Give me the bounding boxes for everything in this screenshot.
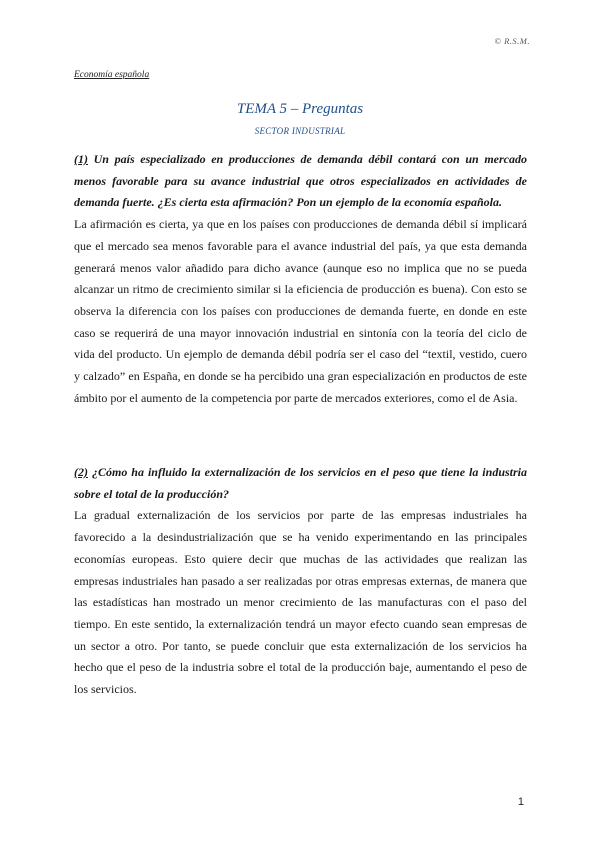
answer-text-1: La afirmación es cierta, ya que en los países con producciones de demanda débil sí implicará que el mercado sea menos favorable para el avance industrial del país, ya que esta demanda generará menos valor añadido para dicho avance (aunque eso no implica que no se pueda alcanzar un ritmo de crecimiento similar si la eficiencia de producción es buena). Con esto se observa la diferencia con los países con producciones de demanda fuerte, en donde en este caso se requerirá de una mayor innovación industrial en sintonía con la teoría del ciclo de vida del producto. Un ejemplo de demanda débil podría ser el caso del “textil, vestido, cuero y calzado” en España, en donde se ha percibido una gran especialización en productos de este ámbito por el aumento de la competencia por parte de mercados exteriores, como el de Asia. [74, 217, 527, 405]
page-title: TEMA 5 – Preguntas [236, 101, 364, 117]
page-subtitle: SECTOR INDUSTRIAL [254, 126, 346, 136]
question-body-1: Un país especializado en producciones de demanda débil contará con un mercado menos favorable para su avance industrial que otros especializados en actividades de demanda fuerte. ¿Es cierta esta afirmación? Pon un ejemplo de la economía española. [74, 152, 527, 210]
question-body-2: ¿Cómo ha influido la externalización de los servicios en el peso que tiene la industria sobre el total de la producción? [74, 465, 527, 501]
question-block-1 [74, 149, 527, 409]
question-block-2 [74, 462, 527, 701]
answer-text-2: La gradual externalización de los servicios por parte de las empresas industriales ha favorecido a la desindustrialización que se ha venido experimentando en las principales economías europeas. Esto quiere decir que muchas de las actividades que realizan las empresas industriales han pasado a ser realizadas por otras empresas externas, de manera que las estadísticas han mostrado un menor crecimiento de las manufacturas con el paso del tiempo. En este sentido, la externalización tendrá un mayor efecto cuando sean empresas de un sector a otro. Por tanto, se puede concluir que esta externalización de los servicios ha hecho que el peso de la industria sobre el total de la producción baje, aumentando el peso de los servicios. [74, 508, 527, 697]
copyright-mark: © R.S.M. [494, 36, 530, 46]
page-number: 1 [517, 796, 524, 808]
question-text-1 [74, 152, 527, 209]
question-text-2 [74, 465, 527, 501]
question-number-2: (2) [74, 465, 88, 479]
question-number-1: (1) [74, 152, 88, 166]
subject-heading: Economía española [74, 70, 150, 80]
